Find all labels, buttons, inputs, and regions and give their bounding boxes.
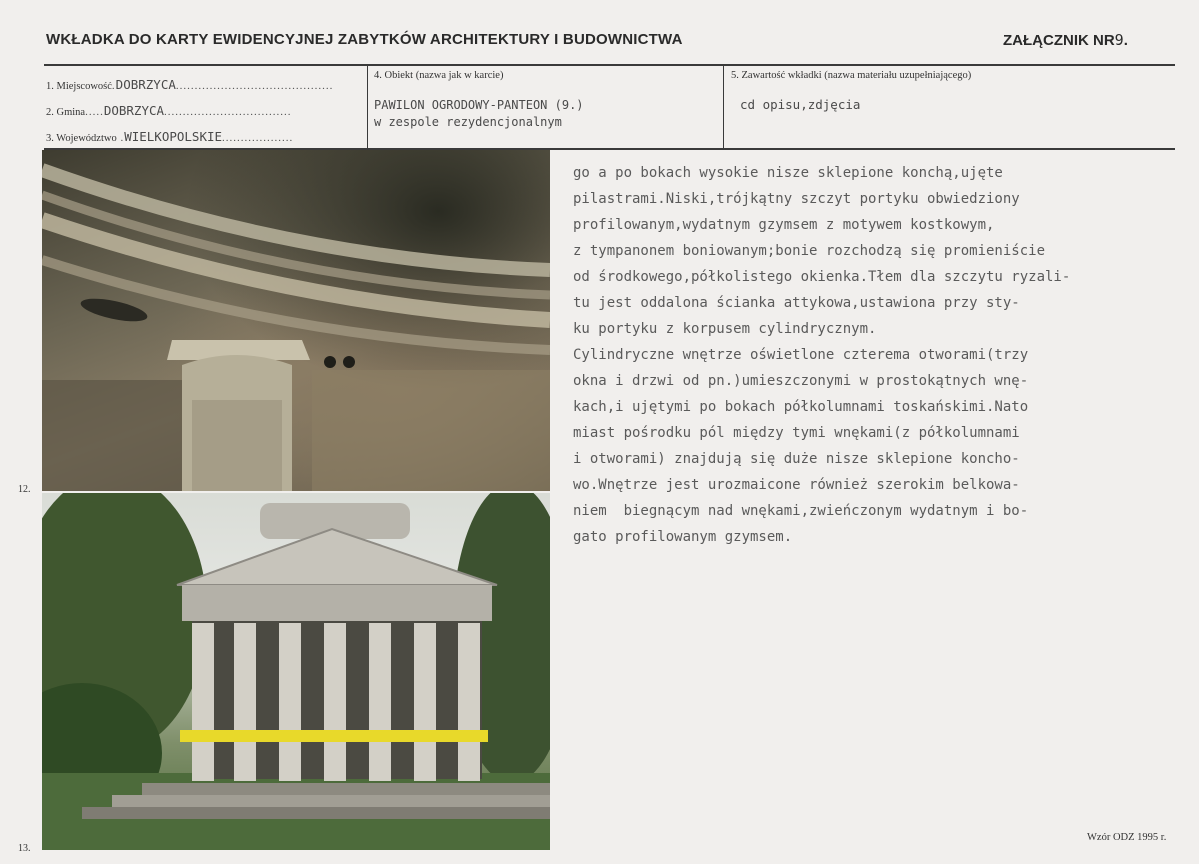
header-rule-top <box>44 64 1175 66</box>
form-template-note: Wzór ODZ 1995 r. <box>1087 832 1167 843</box>
description-line: profilowanym,wydatnym gzymsem z motywem kostkowym, <box>573 217 995 233</box>
description-line: i otworami) znajdują się duże nisze sklepione koncho- <box>573 451 1020 467</box>
commune-field: 2. Gmina.....DOBRZYCA.................................. <box>46 103 292 118</box>
interior-photo <box>42 150 550 491</box>
description-line: tu jest oddalona ścianka attykowa,ustawiona przy sty- <box>573 295 1020 311</box>
commune-value: DOBRZYCA <box>103 103 165 118</box>
contents-label: 5. Zawartość wkładki (nazwa materiału uzupełniającego) <box>731 70 972 81</box>
commune-label: 2. Gmina <box>46 107 86 118</box>
annex-number: 9 <box>1114 31 1124 49</box>
description-line: miast pośrodku pól między tymi wnękami(z półkolumnami <box>573 425 1020 441</box>
locality-value: DOBRZYCA <box>115 77 176 92</box>
description-line: ku portyku z korpusem cylindrycznym. <box>573 321 877 337</box>
voivodeship-value: WIELKOPOLSKIE <box>124 129 223 144</box>
description-text <box>573 160 1133 550</box>
description-line: Cylindryczne wnętrze oświetlone czterema otworami(trzy <box>573 347 1029 363</box>
exterior-photo <box>42 493 550 850</box>
object-value <box>374 97 584 131</box>
column-divider-1 <box>367 66 368 148</box>
object-line-1: PAWILON OGRODOWY-PANTEON (9.) <box>374 98 584 112</box>
photo-number-2: 13. <box>18 843 31 854</box>
locality-label: 1. Miejscowość <box>46 81 112 92</box>
annex-label: ZAŁĄCZNIK NR9. <box>1003 31 1128 49</box>
voivodeship-field: 3. Województwo .WIELKOPOLSKIE................... <box>46 129 294 144</box>
object-line-2: w zespole rezydencjonalnym <box>374 115 562 129</box>
photo-number-1: 12. <box>18 484 31 495</box>
object-label: 4. Obiekt (nazwa jak w karcie) <box>374 70 504 81</box>
description-line: niem biegnącym nad wnękami,zwieńczonym wydatnym i bo- <box>573 503 1029 519</box>
description-line: z tympanonem boniowanym;bonie rozchodzą się promieniście <box>573 243 1046 259</box>
locality-field: 1. Miejscowość.DOBRZYCA.......................................... <box>46 77 334 92</box>
interior-photo-drawing <box>42 150 550 491</box>
description-line: gato profilowanym gzymsem. <box>573 529 793 545</box>
card-title: WKŁADKA DO KARTY EWIDENCYJNEJ ZABYTKÓW ARCHITEKTURY I BUDOWNICTWA <box>46 31 683 48</box>
exterior-photo-drawing <box>42 493 550 850</box>
description-line: pilastrami.Niski,trójkątny szczyt portyku obwiedziony <box>573 191 1020 207</box>
description-line: wo.Wnętrze jest urozmaicone również szerokim belkowa- <box>573 477 1020 493</box>
voivodeship-label: 3. Województwo <box>46 133 117 144</box>
column-divider-2 <box>723 66 724 148</box>
contents-value: cd opisu,zdjęcia <box>740 97 861 112</box>
description-line: od środkowego,półkolistego okienka.Tłem dla szczytu ryzali- <box>573 269 1071 285</box>
description-line: go a po bokach wysokie nisze sklepione konchą,ujęte <box>573 165 1003 181</box>
description-line: okna i drzwi od pn.)umieszczonymi w prostokątnych wnę- <box>573 373 1029 389</box>
description-line: kach,i ujętymi po bokach półkolumnami toskańskimi.Nato <box>573 399 1029 415</box>
